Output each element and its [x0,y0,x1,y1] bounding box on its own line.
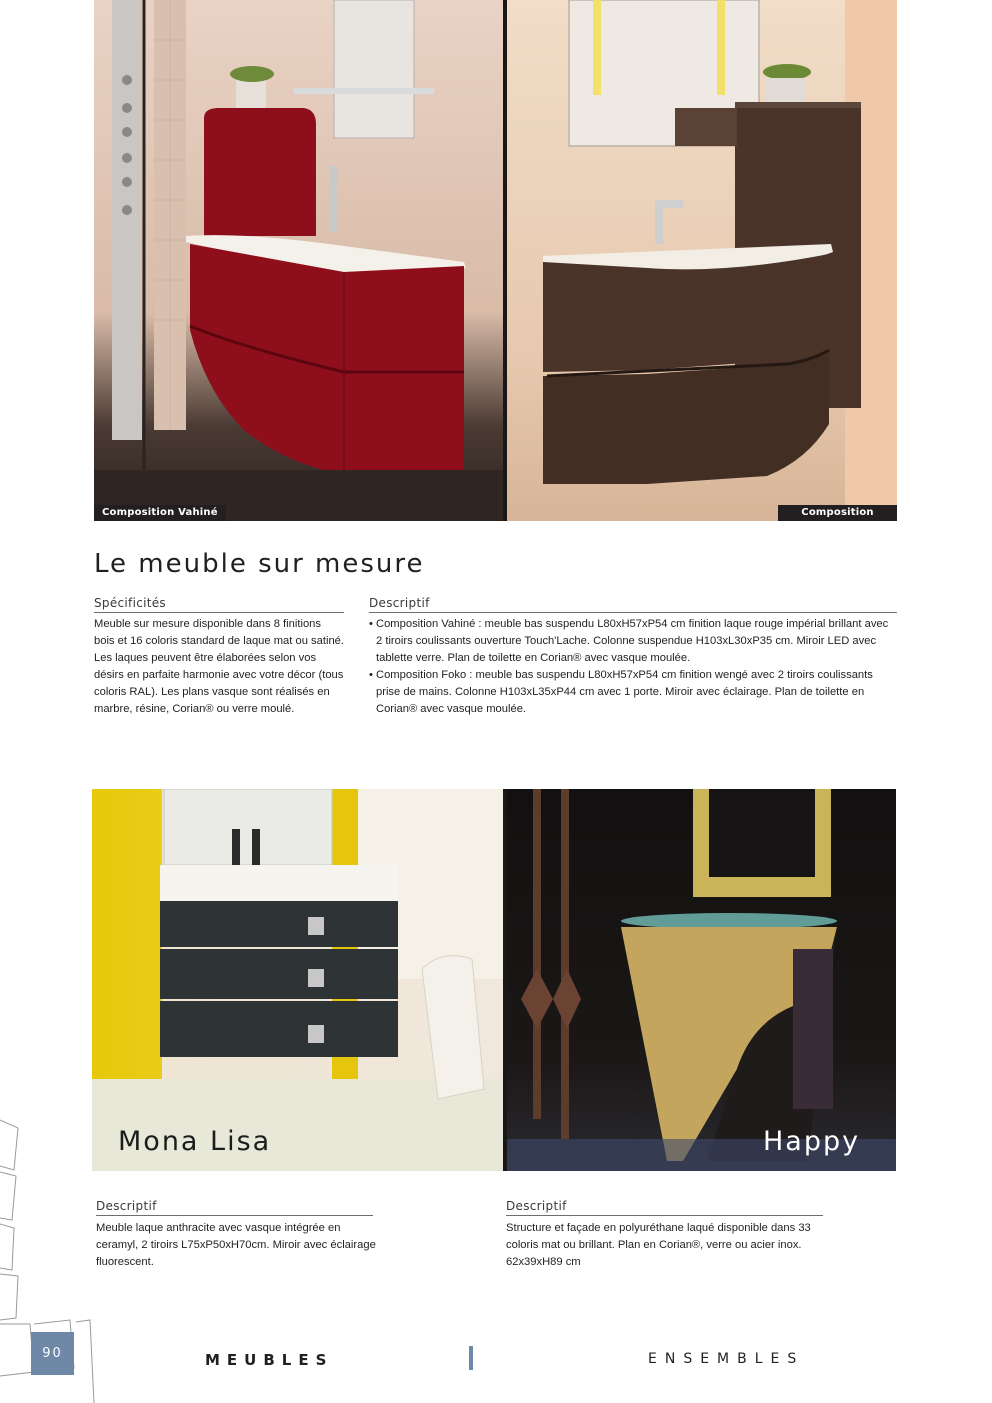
photo-happy [507,789,896,1171]
photo-composition-foko [507,0,897,521]
footer-meubles: MEUBLES [205,1351,334,1369]
section-title: Le meuble sur mesure [94,549,425,579]
mona-lisa-illustration [92,789,503,1171]
specs-text: Meuble sur mesure disponible dans 8 finitions bois et 16 coloris standard de laque mat ou satiné. Les laques peuvent être élaborées selon vos désirs en parfaite harmonie avec votre décor (tous coloris RAL). Les plans vasque sont réalisés en marbre, résine, Corian® ou verre moulé. [94,618,345,715]
desc-item-foko: • Composition Foko : meuble bas suspendu L80xH57xP54 cm finition wengé avec 2 tiroirs coulissants prise de mains. Colonne H103xL35xP44 cm avec 1 porte. Miroir avec éclairage. Plan de toilette en Corian® avec vasque moulée. [369,667,894,718]
drawer-3 [160,1001,398,1057]
desc-heading: Descriptif [369,596,897,613]
happy-illustration [507,789,896,1171]
mirror [334,0,414,138]
footer-ensembles: ENSEMBLES [648,1351,805,1367]
red-column [204,108,316,236]
wenge-drawer-bottom [543,352,829,484]
happy-desc-heading: Descriptif [506,1199,823,1216]
happy-title: Happy [763,1126,861,1157]
foko-illustration [507,0,897,521]
wenge-drawer-top [543,254,829,372]
vahine-illustration [94,0,503,521]
shower-panel [112,0,142,440]
glass-basin [621,913,837,929]
photo-mona-lisa [92,789,503,1171]
photo-composition-vahine [94,0,503,521]
red-vanity [190,244,464,478]
footer-separator [469,1346,473,1370]
caption-composition-foko: Composition Foko [778,505,897,521]
page-number: 90 [31,1332,74,1375]
mona-lisa-desc-heading: Descriptif [96,1199,373,1216]
caption-composition-vahine: Composition Vahiné [94,505,226,521]
specs-heading: Spécificités [94,596,344,613]
desc-list [369,616,894,718]
mona-lisa-desc-text: Meuble laque anthracite avec vasque intégrée en ceramyl, 2 tiroirs L75xP50xH70cm. Miroir avec éclairage fluorescent. [96,1222,376,1268]
drawer-1 [160,901,398,947]
mona-lisa-title: Mona Lisa [118,1126,272,1157]
desc-item-vahine: • Composition Vahiné : meuble bas suspendu L80xH57xP54 cm finition laque rouge impérial brillant avec 2 tiroirs coulissants ouverture Touch'Lache. Colonne suspendue H103xL30xP35 cm. Miroir LED avec tablette verre. Plan de toilette en Corian® avec vasque moulée. [369,616,894,667]
basin-top [160,865,398,901]
happy-desc-text: Structure et façade en polyuréthane laqué disponible dans 33 coloris mat ou brillant. Plan en Corian®, verre ou acier inox. 62x39xH89 cm [506,1222,811,1268]
drawer-2 [160,949,398,999]
